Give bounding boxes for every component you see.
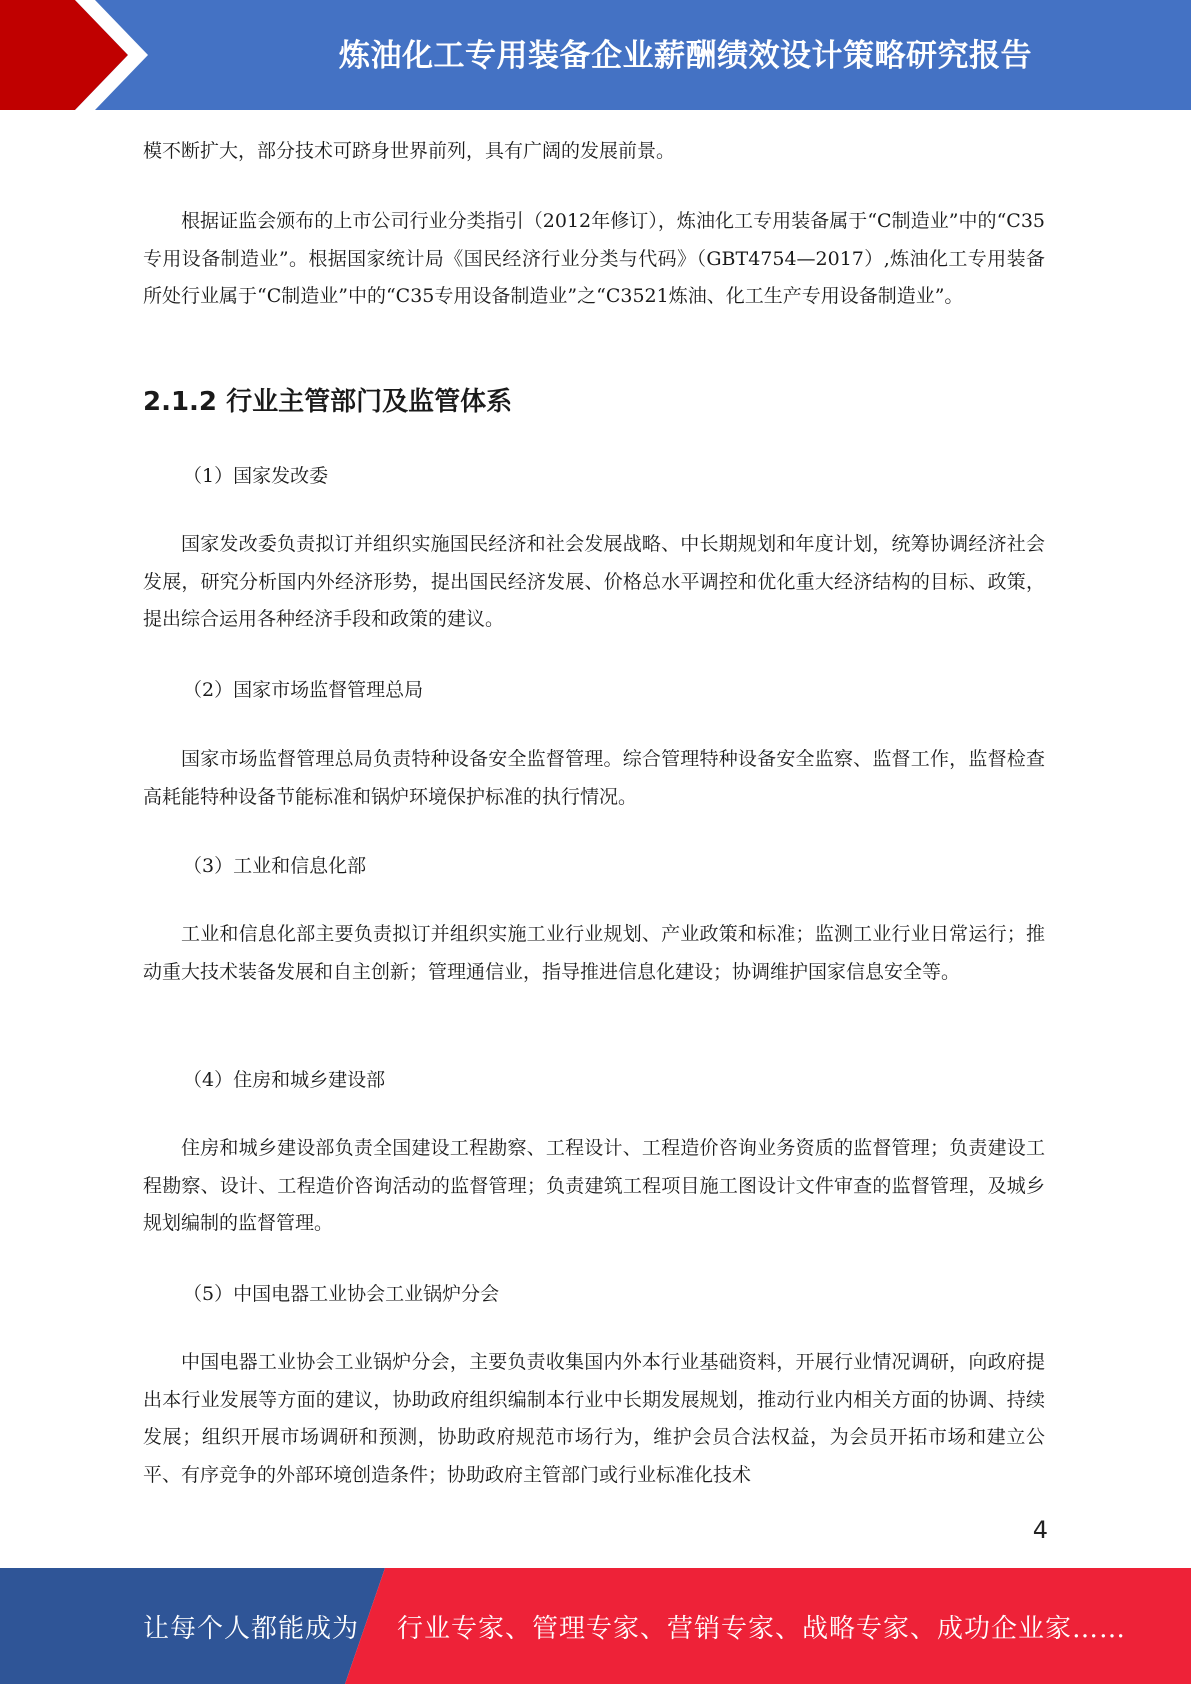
classification-paragraph: 根据证监会颁布的上市公司行业分类指引（2012年修订），炼油化工专用装备属于“C制造业”中的“C35专用设备制造业”。根据国家统计局《国民经济行业分类与代码》（GBT4754—2017）,炼油化工专用装备所处行业属于“C制造业”中的“C35专用设备制造业”之“C3521炼油、化工生产专用设备制造业”。 (143, 210, 1045, 307)
intro-continuation-paragraph: 模不断扩大，部分技术可跻身世界前列，具有广阔的发展前景。 (143, 140, 676, 162)
header-arrow-decoration (0, 0, 160, 110)
page-number: 4 (1032, 1516, 1048, 1544)
item-1-title: （1）国家发改委 (183, 465, 329, 487)
item-3-description: 工业和信息化部主要负责拟订并组织实施工业行业规划、产业政策和标准；监测工业行业日常运行；推动重大技术装备发展和自主创新；管理通信业，指导推进信息化建设；协调维护国家信息安全等。 (143, 923, 1045, 983)
item-4-description: 住房和城乡建设部负责全国建设工程勘察、工程设计、工程造价咨询业务资质的监督管理；负责建设工程勘察、设计、工程造价咨询活动的监督管理；负责建筑工程项目施工图设计文件审查的监督管理，及城乡规划编制的监督管理。 (143, 1137, 1045, 1234)
page-header (0, 0, 1191, 110)
report-title: 炼油化工专用装备企业薪酬绩效设计策略研究报告 (339, 37, 1032, 74)
item-2-description: 国家市场监督管理总局负责特种设备安全监督管理。综合管理特种设备安全监察、监督工作，监督检查高耗能特种设备节能标准和锅炉环境保护标准的执行情况。 (143, 748, 1045, 808)
page-footer (0, 1568, 1191, 1684)
footer-slogan-left: 让每个人都能成为 (143, 1613, 360, 1644)
item-3-title: （3）工业和信息化部 (183, 855, 367, 877)
item-2-title: （2）国家市场监督管理总局 (183, 679, 424, 701)
item-5-title: （5）中国电器工业协会工业锅炉分会 (183, 1283, 500, 1305)
item-4-title: （4）住房和城乡建设部 (183, 1069, 386, 1091)
item-1-description: 国家发改委负责拟订并组织实施国民经济和社会发展战略、中长期规划和年度计划，统筹协调经济社会发展，研究分析国内外经济形势，提出国民经济发展、价格总水平调控和优化重大经济结构的目标、政策，提出综合运用各种经济手段和政策的建议。 (143, 533, 1045, 630)
section-heading: 2.1.2 行业主管部门及监管体系 (143, 387, 513, 417)
item-5-description: 中国电器工业协会工业锅炉分会，主要负责收集国内外本行业基础资料，开展行业情况调研，向政府提出本行业发展等方面的建议，协助政府组织编制本行业中长期发展规划，推动行业内相关方面的协调、持续发展；组织开展市场调研和预测，协助政府规范市场行为，维护会员合法权益，为会员开拓市场和建立公平、有序竞争的外部环境创造条件；协助政府主管部门或行业标准化技术 (143, 1351, 1045, 1486)
footer-slogan-right: 行业专家、管理专家、营销专家、战略专家、成功企业家…… (397, 1613, 1127, 1644)
